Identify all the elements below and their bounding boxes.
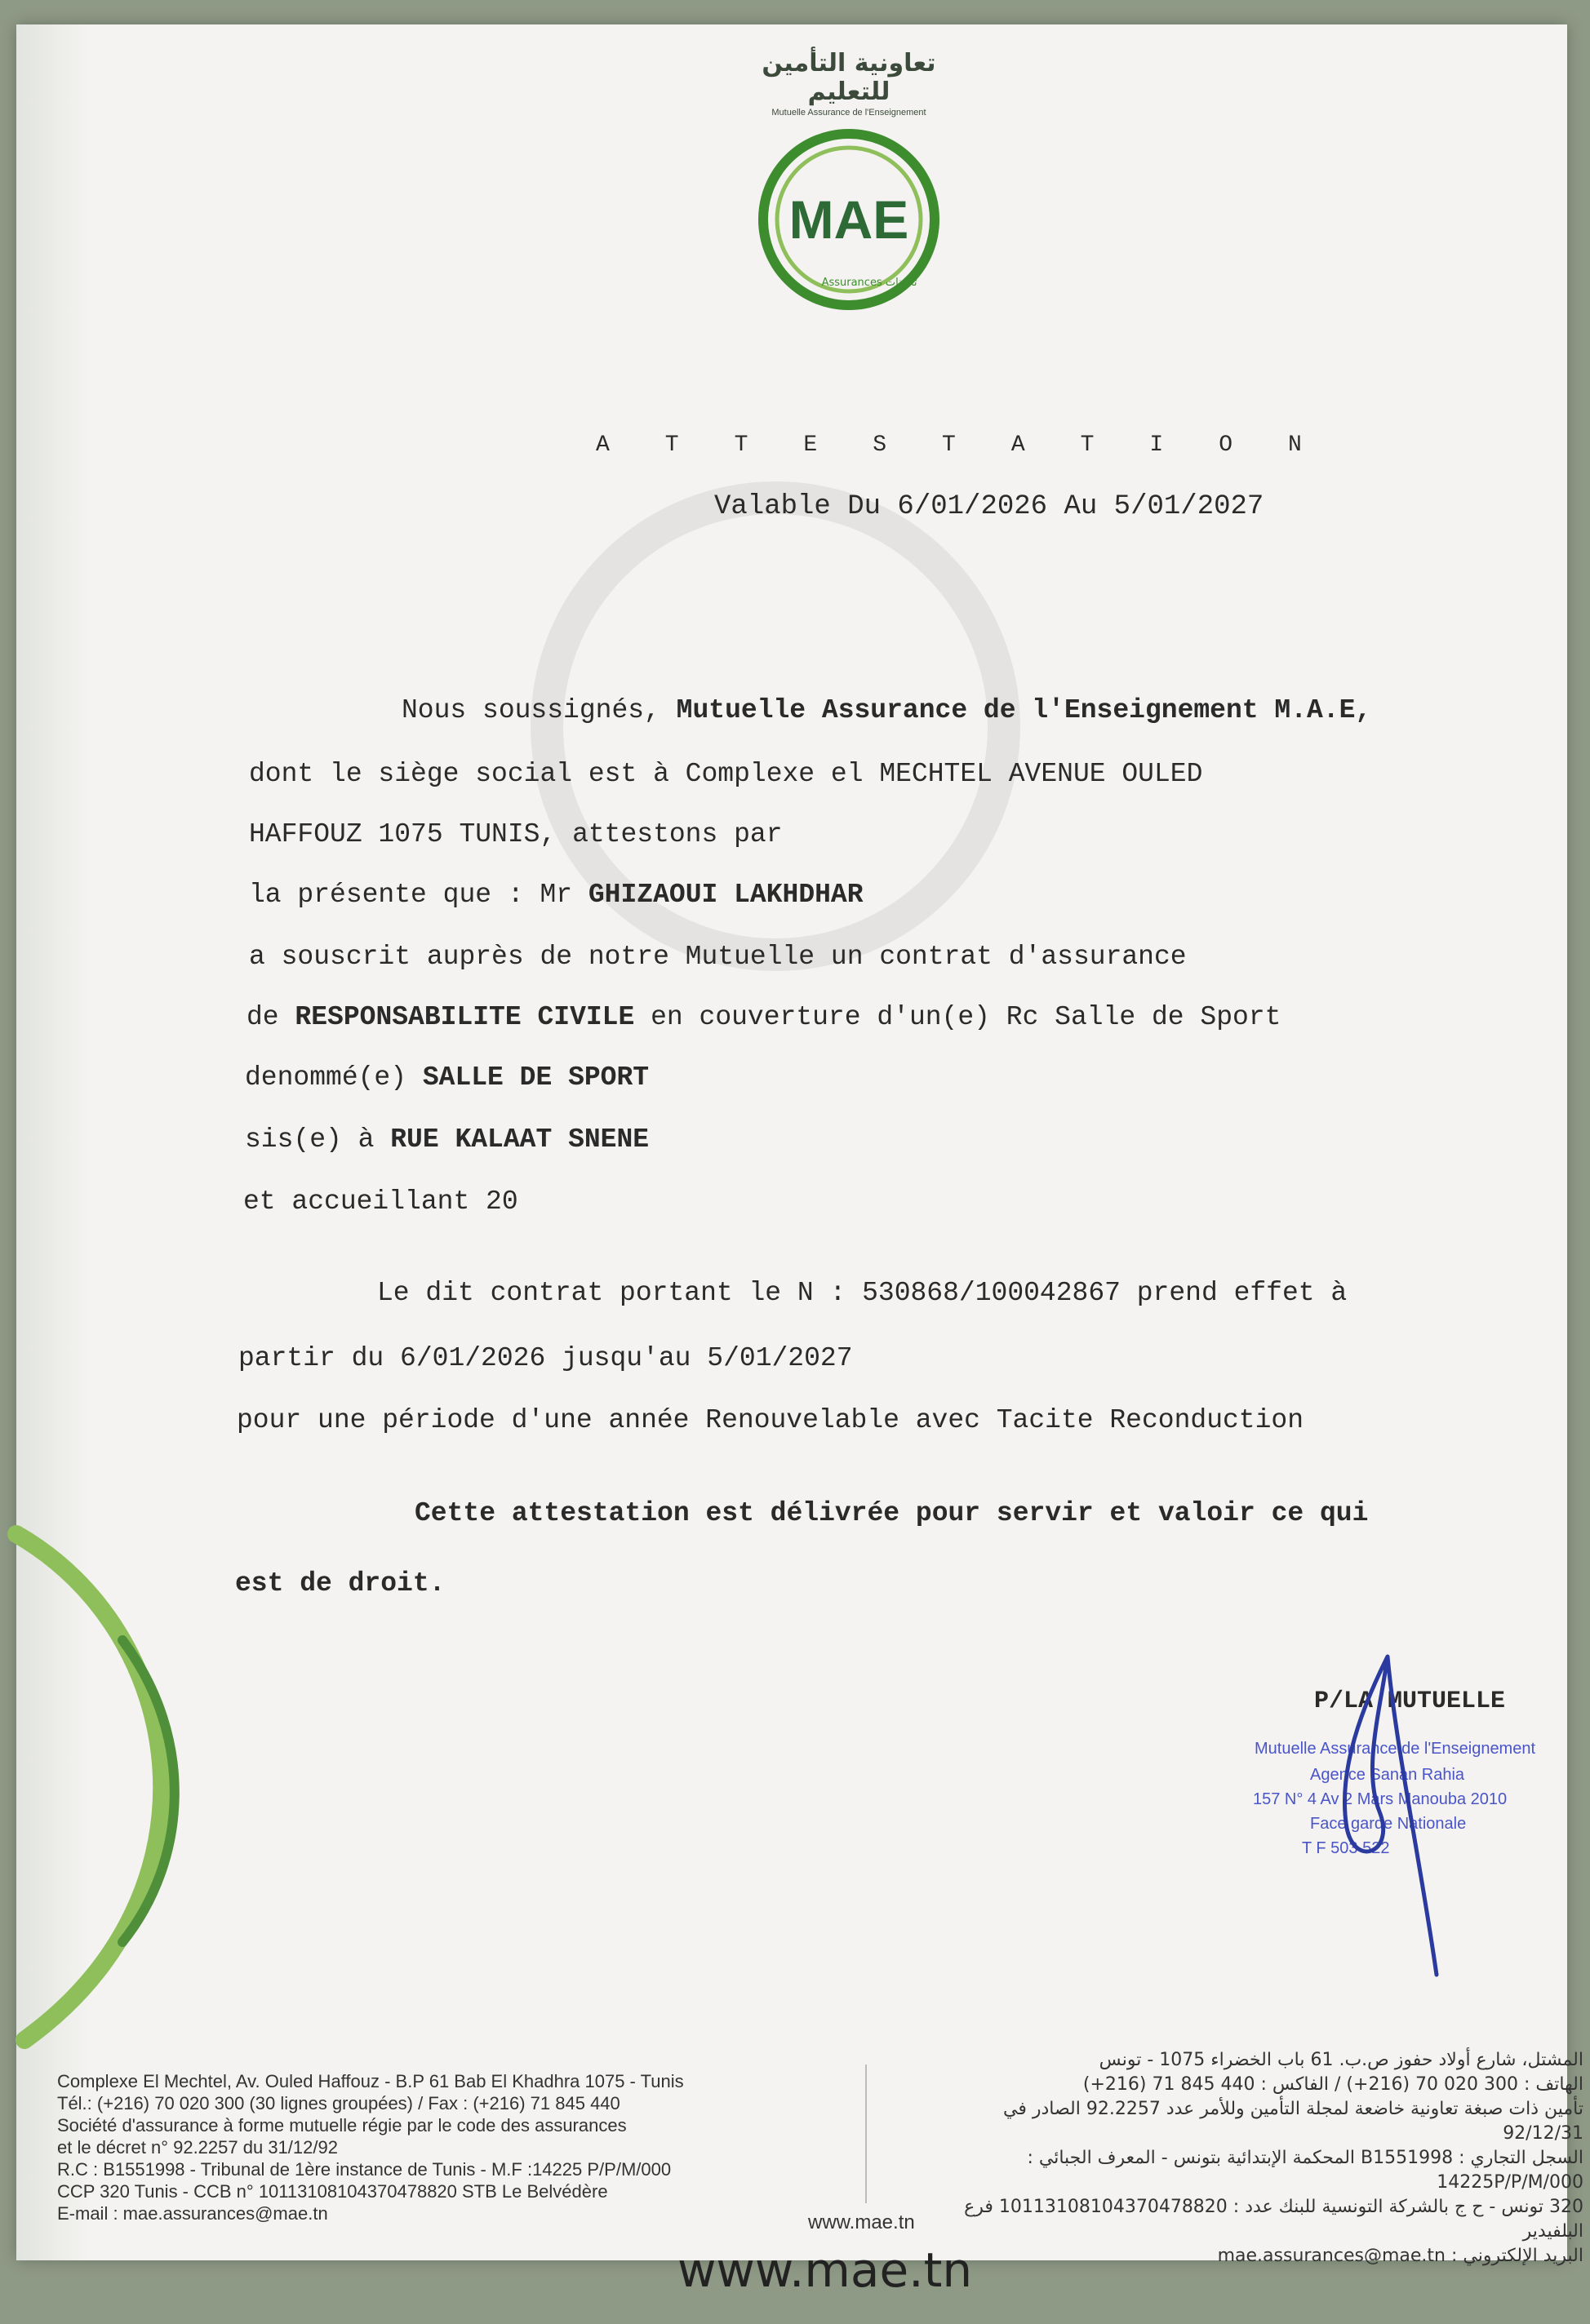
- footer-divider: [865, 2065, 867, 2203]
- contract-line-3: pour une période d'une année Renouvelable avec Tacite Reconduction: [237, 1405, 1304, 1435]
- coverage-type: RESPONSABILITE CIVILE: [295, 1002, 635, 1032]
- footer-ar-phone: الهاتف : 300 020 70 (216+) / الفاكس : 440 845 71 (216+): [1082, 2074, 1583, 2095]
- handwritten-signature: [1306, 1648, 1453, 1991]
- body-line-9: et accueillant 20: [243, 1186, 518, 1217]
- footer-phone: Tél.: (+216) 70 020 300 (30 lignes groupées) / Fax : (+216) 71 845 440: [57, 2093, 620, 2113]
- body-presente: la présente que : Mr: [249, 880, 588, 910]
- body-line-7: [245, 1062, 649, 1093]
- footer-rc: R.C : B1551998 - Tribunal de 1ère instance de Tunis - M.F :14225 P/P/M/000: [57, 2159, 672, 2180]
- body-sis: sis(e) à: [245, 1124, 391, 1155]
- footer-ar-email: البريد الإلكتروني : mae.assurances@mae.tn: [1217, 2246, 1583, 2266]
- footer-legal-2: et le décret n° 92.2257 du 31/12/92: [57, 2137, 338, 2158]
- stamp-line-5: T F 503 522: [1302, 1839, 1390, 1857]
- logo-ring-text: Assurances تأمينات: [821, 277, 917, 289]
- body-line-2: dont le siège social est à Complexe el MECHTEL AVENUE OULED: [249, 759, 1203, 789]
- signature-label: P/LA MUTUELLE: [1314, 1688, 1506, 1715]
- logo-subtitle: Mutuelle Assurance de l'Enseignement: [771, 108, 926, 118]
- body-line-6: [246, 1002, 1281, 1032]
- document-title: ATTESTATION: [596, 432, 1357, 458]
- footer-french: [57, 2070, 684, 2224]
- body-line-4: [249, 880, 864, 910]
- footer-bank: CCP 320 Tunis - CCB n° 10113108104370478820 STB Le Belvédère: [57, 2181, 608, 2202]
- footer-arabic: [939, 2048, 1583, 2269]
- footer-ar-rc: السجل التجاري : B1551998 المحكمة الإبتدائية بتونس - المعرف الجبائي : 14225P/P/M/000: [1027, 2148, 1583, 2193]
- closing-line-2: est de droit.: [235, 1568, 446, 1599]
- body-line-3: HAFFOUZ 1075 TUNIS, attestons par: [249, 819, 783, 849]
- stamp-line-4: Face garde Nationale: [1310, 1815, 1467, 1833]
- footer-website-small[interactable]: www.mae.tn: [808, 2211, 915, 2233]
- footer-ar-bank: 320 تونس - ح ج بالشركة التونسية للبنك عدد : 10113108104370478820 فرع البلفيدير: [964, 2197, 1583, 2242]
- footer-website-large[interactable]: www.mae.tn: [677, 2242, 973, 2298]
- stamp-line-2: Agence Sanan Rahia: [1310, 1766, 1465, 1784]
- establishment-name: SALLE DE SPORT: [422, 1062, 650, 1093]
- body-de: de: [246, 1002, 295, 1032]
- green-swoosh-decoration: [0, 1518, 212, 2089]
- logo-mark-text: MAE: [788, 189, 909, 250]
- insurer-name: Mutuelle Assurance de l'Enseignement M.A.E,: [676, 695, 1372, 725]
- footer-legal-1: Société d'assurance à forme mutuelle régie par le code des assurances: [57, 2115, 627, 2136]
- body-denomme: denommé(e): [245, 1062, 423, 1093]
- body-line-5: a souscrit auprès de notre Mutuelle un contrat d'assurance: [249, 942, 1187, 972]
- footer-ar-address: المشتل، شارع أولاد حفوز ص.ب. 61 باب الخضراء 1075 - تونس: [1099, 2050, 1583, 2070]
- mae-logo: [718, 49, 979, 313]
- establishment-address: RUE KALAAT SNENE: [390, 1124, 650, 1155]
- logo-arabic-name: تعاونية التأمين للتعليم: [762, 49, 936, 106]
- stamp-line-3: 157 N° 4 Av 2 Mars Manouba 2010: [1253, 1790, 1508, 1808]
- contract-line-1: Le dit contrat portant le N : 530868/100042867 prend effet à: [377, 1278, 1348, 1308]
- body-intro: Nous soussignés,: [402, 695, 660, 725]
- footer-address: Complexe El Mechtel, Av. Ouled Haffouz - B.P 61 Bab El Khadhra 1075 - Tunis: [57, 2071, 684, 2091]
- mae-logo-icon: [747, 126, 951, 313]
- contract-line-2: partir du 6/01/2026 jusqu'au 5/01/2027: [238, 1343, 853, 1373]
- coverage-detail: en couverture d'un(e) Rc Salle de Sport: [634, 1002, 1281, 1032]
- closing-line-1: Cette attestation est délivrée pour servir et valoir ce qui: [415, 1498, 1369, 1528]
- footer-ar-legal: تأمين ذات صبغة تعاونية خاضعة لمجلة التأمين وللأمر عدد 92.2257 الصادر في 92/12/31: [1002, 2099, 1583, 2144]
- validity-period: Valable Du 6/01/2026 Au 5/01/2027: [714, 491, 1264, 522]
- body-line-8: [245, 1124, 649, 1155]
- stamp-line-1: Mutuelle Assurance de l'Enseignement: [1255, 1740, 1536, 1758]
- insured-name: GHIZAOUI LAKHDHAR: [588, 880, 864, 910]
- body-line-1: [402, 695, 1371, 725]
- footer-email: E-mail : mae.assurances@mae.tn: [57, 2203, 328, 2224]
